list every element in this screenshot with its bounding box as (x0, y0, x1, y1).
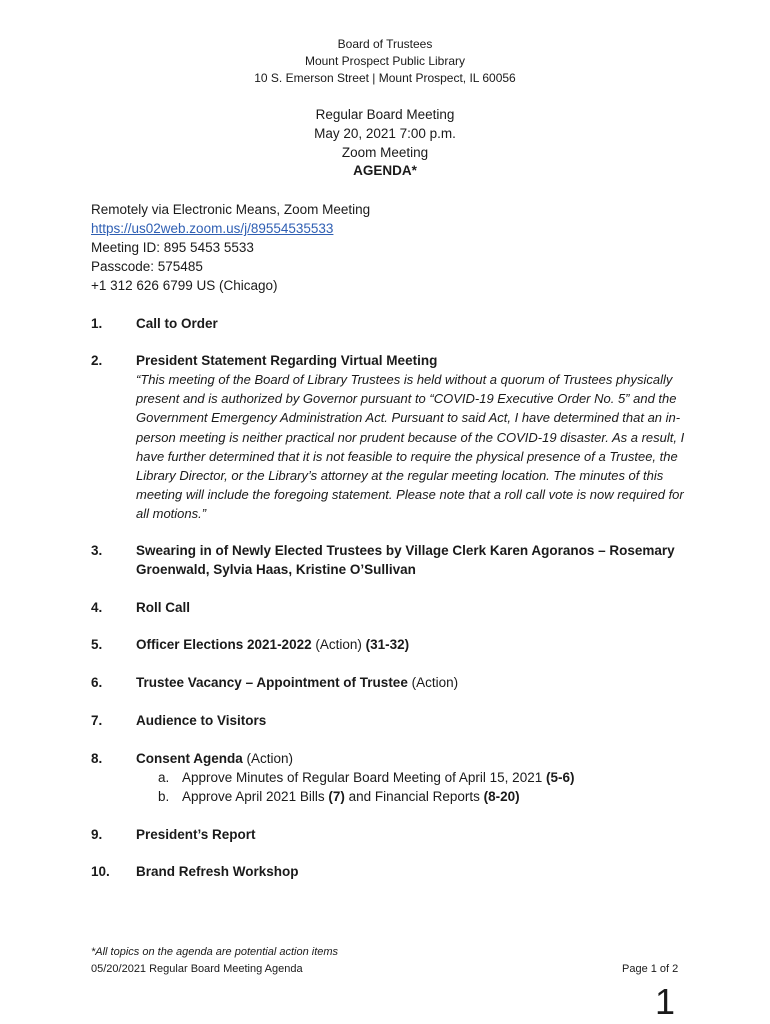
item-title: Audience to Visitors (136, 713, 267, 728)
meeting-venue: Zoom Meeting (341, 145, 429, 160)
item-number: 2. (91, 353, 103, 368)
item-title: Trustee Vacancy – Appointment of Trustee (136, 675, 408, 690)
president-statement: “This meeting of the Board of Library Trustees is held without a quorum of Trustees physically present and is authorized by Governor pursuant to “COVID-19 Executive Order No. 5” and the Government Emergency Administration Act. Pursuant to said Act, I have determined that an in-person meeting is neither practical nor prudent because of the COVID-19 disaster. As a result, I have further determined that it is not feasible to require the physical presence of a Trustee, the Library Director, or the Library’s attorney at the regular meeting location. The minutes of this meeting will include the foregoing statement. Please note that a roll call vote is now required for all motions.” (136, 372, 685, 522)
item-title: Swearing in of Newly Elected Trustees by Village Clerk Karen Agoranos – Rosemary Groenwald, Sylvia Haas, Kristine O’Sullivan (136, 543, 675, 577)
sub-item-b (136, 787, 696, 806)
remote-line: Remotely via Electronic Means, Zoom Meeting (91, 202, 371, 217)
sub-item-letter: a. (158, 770, 170, 785)
footer-page-count: Page 1 of 2 (622, 963, 679, 975)
item-title: Officer Elections 2021-2022 (136, 637, 312, 652)
sub-item-text: Approve Minutes of Regular Board Meeting of April 15, 2021 (182, 770, 546, 785)
footer-doc-title: 05/20/2021 Regular Board Meeting Agenda (91, 963, 303, 975)
zoom-link[interactable]: https://us02web.zoom.us/j/89554535533 (91, 221, 334, 236)
item-title: President Statement Regarding Virtual Meeting (136, 353, 438, 368)
item-number: 9. (91, 827, 103, 842)
item-number: 6. (91, 675, 103, 690)
page-ref: (31-32) (365, 637, 410, 652)
item-title: Roll Call (136, 600, 191, 615)
item-number: 4. (91, 600, 103, 615)
page-number: 1 (655, 981, 676, 1022)
meeting-date: May 20, 2021 7:00 p.m. (314, 126, 456, 141)
action-label: (Action) (311, 637, 366, 652)
item-number: 8. (91, 751, 103, 766)
remote-info (91, 200, 370, 295)
item-number: 5. (91, 637, 103, 652)
page-ref: (5-6) (545, 770, 575, 785)
passcode: Passcode: 575485 (91, 259, 203, 274)
action-label: (Action) (242, 751, 294, 766)
item-title: President’s Report (136, 827, 256, 842)
agenda-label: AGENDA* (353, 163, 417, 178)
item-title: Consent Agenda (136, 751, 243, 766)
item-number: 3. (91, 543, 103, 558)
footnote: *All topics on the agenda are potential action items (91, 946, 339, 958)
meeting-type: Regular Board Meeting (315, 107, 455, 122)
item-title: Call to Order (136, 316, 218, 331)
item-number: 10. (91, 864, 110, 879)
meeting-id: Meeting ID: 895 5453 5533 (91, 240, 254, 255)
sub-item-text: Approve April 2021 Bills (182, 789, 329, 804)
sub-item-text: and Financial Reports (344, 789, 484, 804)
item-title: Brand Refresh Workshop (136, 864, 299, 879)
page-ref: (7) (328, 789, 345, 804)
library-name: Mount Prospect Public Library (304, 54, 466, 68)
phone-number: +1 312 626 6799 US (Chicago) (91, 278, 278, 293)
item-number: 1. (91, 316, 103, 331)
action-label: (Action) (407, 675, 459, 690)
sub-item-letter: b. (158, 789, 170, 804)
page-ref: (8-20) (483, 789, 520, 804)
library-address: 10 S. Emerson Street | Mount Prospect, IL 60056 (254, 71, 516, 85)
board-title: Board of Trustees (337, 37, 433, 51)
sub-item-a (136, 768, 696, 787)
item-number: 7. (91, 713, 103, 728)
